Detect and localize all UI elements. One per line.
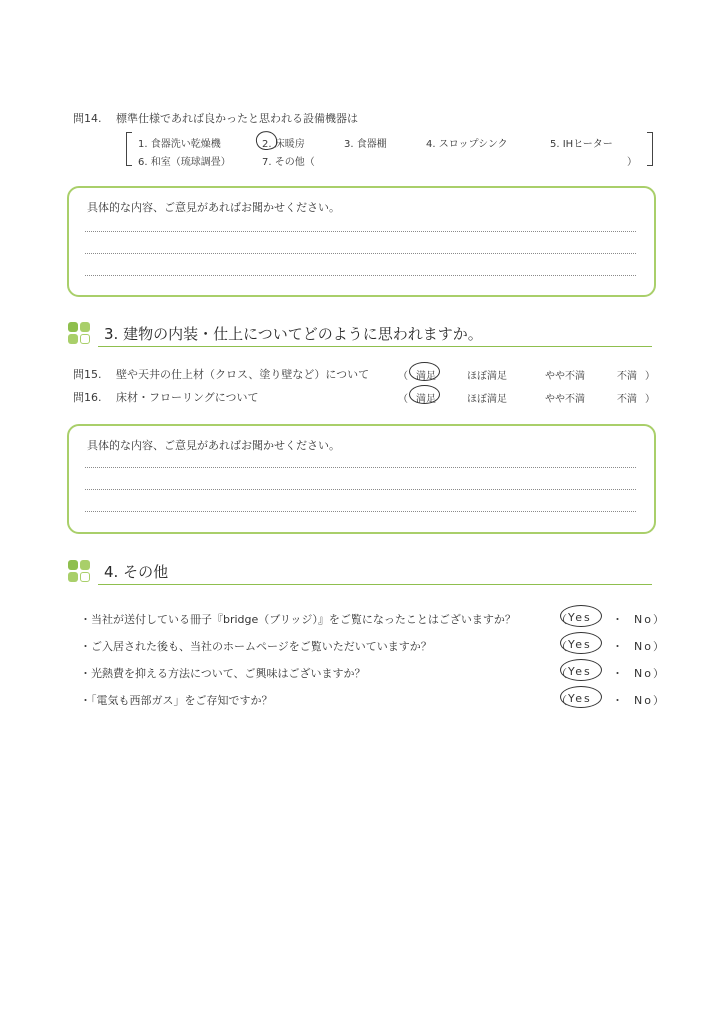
q15-label: 問15. xyxy=(73,368,102,381)
section-4-rule xyxy=(98,584,652,585)
s4-q2-selected-circle xyxy=(560,632,602,654)
s4-q1-open-paren: （ xyxy=(556,613,569,626)
s4-q2-sep: ・ xyxy=(612,640,625,653)
section-3-title: 3. 建物の内装・仕上についてどのように思われますか。 xyxy=(104,325,483,343)
s4-q3-no[interactable]: No） xyxy=(634,667,666,680)
q16-paren-close: ） xyxy=(645,394,655,405)
q15-paren-open: （ xyxy=(398,371,408,382)
q16-scale-somewhat-dissatisfied[interactable]: やや不満 xyxy=(545,394,585,405)
s4-question-1: ・当社が送付している冊子『bridge（ブリッジ）』をご覧になったことはございますか？ xyxy=(80,613,516,626)
s4-q2-yes[interactable]: Yes xyxy=(568,638,592,651)
s4-question-3: ・光熱費を抑える方法について、ご興味はございますか？ xyxy=(80,667,366,680)
q14-bracket-left xyxy=(126,132,132,166)
q15-scale-satisfied[interactable]: 満足 xyxy=(416,371,436,382)
q16-scale-mostly-satisfied[interactable]: ほぼ満足 xyxy=(467,394,507,405)
q16-text: 床材・フローリングについて xyxy=(116,391,259,404)
q15-scale-mostly-satisfied[interactable]: ほぼ満足 xyxy=(467,371,507,382)
comment-prompt: 具体的な内容、ご意見があればお聞かせください。 xyxy=(87,201,340,214)
section-3-rule xyxy=(98,346,652,347)
s4-q4-yes[interactable]: Yes xyxy=(568,692,592,705)
section-4-header xyxy=(68,560,652,588)
comment-line xyxy=(85,253,636,254)
q16-selected-circle xyxy=(409,385,440,404)
s4-question-2: ・ご入居された後も、当社のホームページをご覧いただいていますか？ xyxy=(80,640,432,653)
s4-q3-sep: ・ xyxy=(612,667,625,680)
s4-q4-no[interactable]: No） xyxy=(634,694,666,707)
s4-q3-open-paren: （ xyxy=(556,667,569,680)
q14-option-5[interactable]: 5. IHヒーター xyxy=(550,139,613,150)
q14-option-3[interactable]: 3. 食器棚 xyxy=(344,139,387,150)
q15-scale-dissatisfied[interactable]: 不満 xyxy=(617,371,637,382)
q14-label: 問14. xyxy=(73,112,102,125)
comment-prompt: 具体的な内容、ご意見があればお聞かせください。 xyxy=(87,439,340,452)
q14-bracket-right xyxy=(647,132,653,166)
comment-line xyxy=(85,511,636,512)
s4-q1-selected-circle xyxy=(560,605,602,627)
section-3-header xyxy=(68,322,652,350)
q14-option-7[interactable]: 7. その他（ xyxy=(262,157,315,168)
s4-q1-no[interactable]: No） xyxy=(634,613,666,626)
s4-q4-sep: ・ xyxy=(612,694,625,707)
s4-q1-sep: ・ xyxy=(612,613,625,626)
q15-text: 壁や天井の仕上材（クロス、塗り壁など）について xyxy=(116,368,370,381)
q16-paren-open: （ xyxy=(398,394,408,405)
q16-label: 問16. xyxy=(73,391,102,404)
q14-option-6[interactable]: 6. 和室（琉球調畳） xyxy=(138,157,231,168)
clover-icon xyxy=(68,560,92,584)
comment-box-section-3[interactable] xyxy=(67,424,656,534)
s4-q2-open-paren: （ xyxy=(556,640,569,653)
q15-paren-close: ） xyxy=(645,371,655,382)
s4-q3-selected-circle xyxy=(560,659,602,681)
comment-line xyxy=(85,231,636,232)
q15-selected-circle xyxy=(409,362,440,381)
q14-option-2[interactable]: 2. 床暖房 xyxy=(262,139,305,150)
q16-scale-dissatisfied[interactable]: 不満 xyxy=(617,394,637,405)
comment-line xyxy=(85,467,636,468)
comment-line xyxy=(85,275,636,276)
q16-scale-satisfied[interactable]: 満足 xyxy=(416,394,436,405)
s4-q4-selected-circle xyxy=(560,686,602,708)
s4-question-4: ・「電気も西部ガス」をご存知ですか？ xyxy=(80,694,273,707)
s4-q4-open-paren: （ xyxy=(556,694,569,707)
comment-box-q14[interactable] xyxy=(67,186,656,297)
q14-question: 標準仕様であれば良かったと思われる設備機器は xyxy=(116,112,358,125)
q14-other-close: ） xyxy=(627,157,637,168)
q14-option-1[interactable]: 1. 食器洗い乾燥機 xyxy=(138,139,221,150)
clover-icon xyxy=(68,322,92,346)
s4-q3-yes[interactable]: Yes xyxy=(568,665,592,678)
s4-q2-no[interactable]: No） xyxy=(634,640,666,653)
section-4-title: 4. その他 xyxy=(104,563,169,581)
s4-q1-yes[interactable]: Yes xyxy=(568,611,592,624)
q14-option-4[interactable]: 4. スロップシンク xyxy=(426,139,508,150)
q15-scale-somewhat-dissatisfied[interactable]: やや不満 xyxy=(545,371,585,382)
comment-line xyxy=(85,489,636,490)
